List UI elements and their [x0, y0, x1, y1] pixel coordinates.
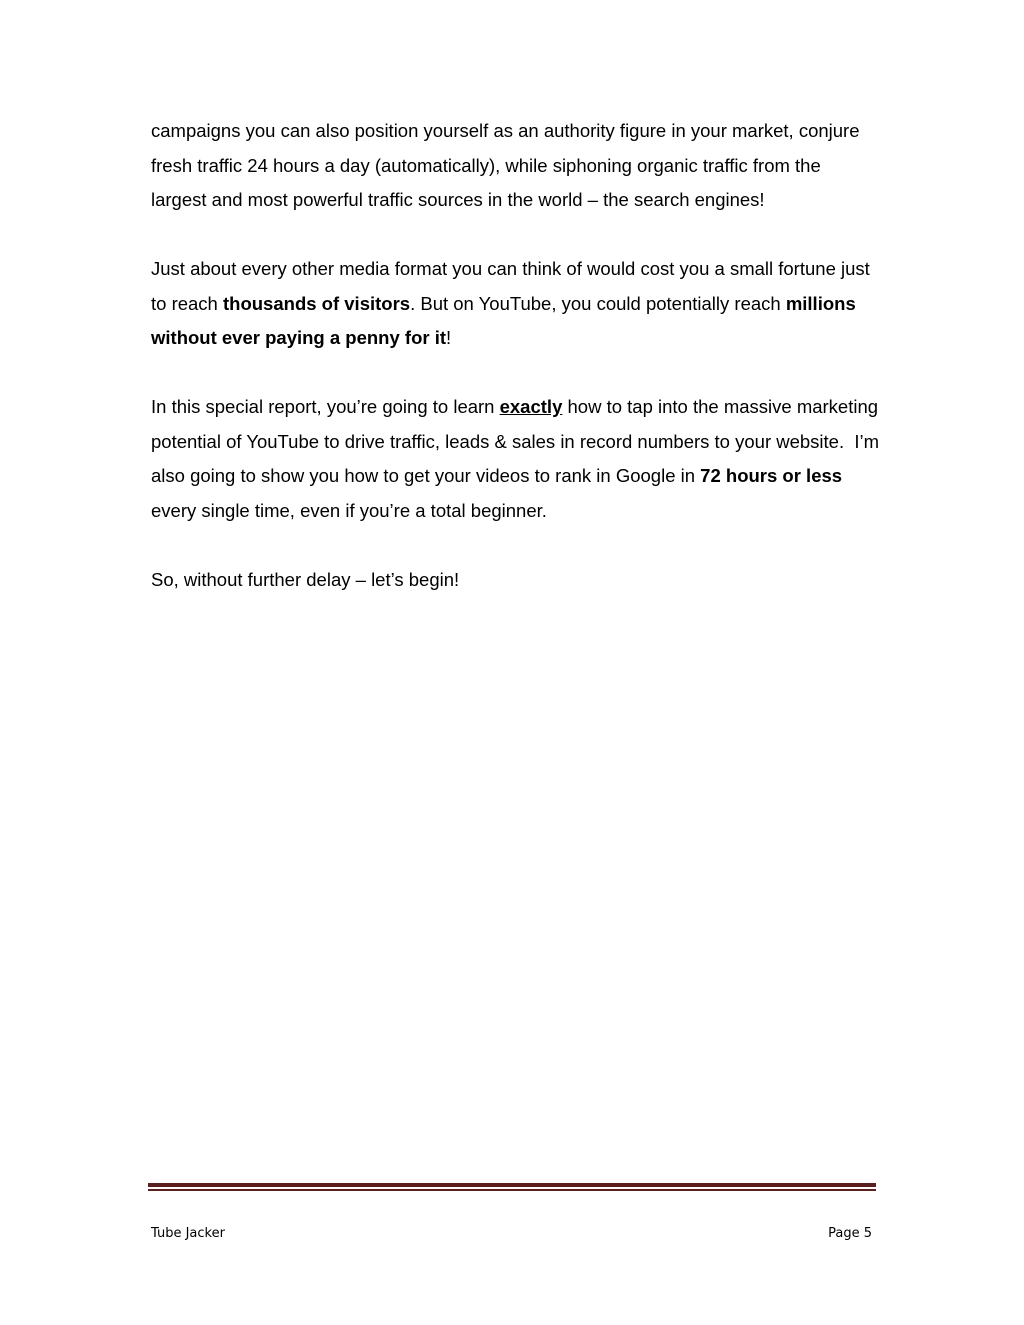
paragraph-2-text-1: Just about every other media format you can think of would cost you a small fortune just to reach — [151, 258, 870, 314]
bold-thousands-of-visitors: thousands of visitors — [223, 292, 411, 314]
paragraph-3-text-3: every single time, even if you’re a total beginner. — [151, 499, 547, 521]
body-text — [151, 114, 881, 632]
footer-divider — [148, 1183, 876, 1192]
underlined-exactly: exactly — [499, 396, 563, 417]
bold-72-hours: 72 hours or less — [700, 465, 843, 486]
paragraph-1 — [151, 114, 881, 218]
paragraph-2-text-3: ! — [446, 327, 452, 348]
paragraph-4-text: So, without further delay – let’s begin! — [151, 568, 460, 590]
paragraph-4 — [151, 563, 881, 598]
paragraph-2 — [151, 252, 881, 356]
paragraph-1-text: campaigns you can also position yourself as an authority figure in your market, conjure fresh traffic 24 hours a day (automatically), while siphoning organic traffic from the largest and most powerful traffic sources in the world – the search engines! — [151, 120, 860, 210]
bold-millions-without-paying: millions without ever paying a penny for it — [151, 292, 856, 348]
footer-page-number: Page 5 — [828, 1226, 872, 1241]
footer-divider-thick-line — [148, 1183, 876, 1187]
paragraph-3 — [151, 390, 881, 528]
footer-document-title: Tube Jacker — [151, 1226, 225, 1241]
paragraph-2-text-2: . But on YouTube, you could potentially reach — [410, 292, 786, 314]
paragraph-3-text-1: In this special report, you’re going to learn — [151, 396, 500, 417]
paragraph-3-text-2: how to tap into the massive marketing potential of YouTube to drive traffic, leads & sales in record numbers to your website. I’m also going to show you how to get your videos to rank in Google in — [151, 396, 880, 486]
footer-divider-thin-line — [148, 1189, 876, 1191]
